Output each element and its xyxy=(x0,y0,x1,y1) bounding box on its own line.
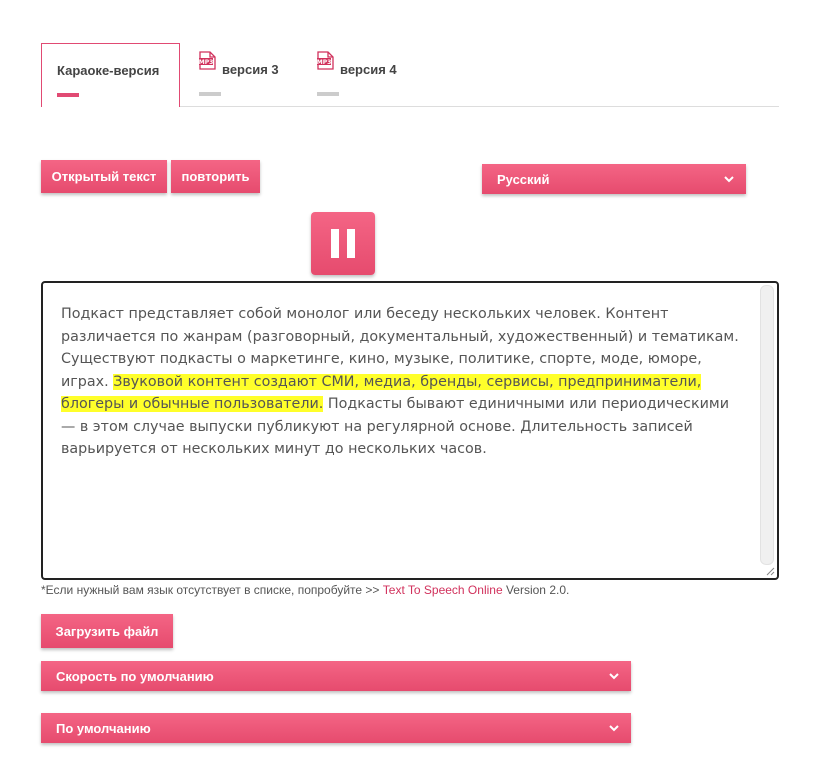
scrollbar[interactable] xyxy=(760,285,774,565)
chevron-down-icon xyxy=(607,669,621,683)
highlighted-sentence: Звуковой контент создают СМИ, медиа, бренды, сервисы, предприниматели, блогеры и обычные пользователи. xyxy=(61,373,702,412)
tab-indicator xyxy=(317,92,339,96)
mp3-file-icon xyxy=(199,51,216,70)
svg-text:MP3: MP3 xyxy=(199,59,214,66)
text-input-area[interactable] xyxy=(41,281,779,580)
pause-button[interactable] xyxy=(311,212,375,275)
repeat-button[interactable]: повторить xyxy=(171,160,260,193)
mp3-file-icon xyxy=(317,51,334,70)
text-content xyxy=(61,303,746,461)
chevron-down-icon xyxy=(607,721,621,735)
speed-select[interactable] xyxy=(41,661,631,691)
text-before-highlight: Подкаст представляет собой монолог или беседу нескольких человек. Контент различается по жанрам (разговорный, документальный, художественный) и тематикам. Существуют подкасты о маркетинге, кино, музыке, политике, спорте, моде, юморе, играх. xyxy=(61,306,739,390)
note-prefix: *Если нужный вам язык отсутствует в списке, попробуйте >> xyxy=(41,583,383,597)
tab-label: версия 3 xyxy=(222,62,279,77)
tab-indicator xyxy=(199,92,221,96)
note-suffix: Version 2.0. xyxy=(502,583,570,597)
tab-version-3[interactable] xyxy=(199,50,299,100)
pause-icon xyxy=(311,212,375,275)
tab-version-4[interactable] xyxy=(317,50,417,100)
open-text-button[interactable]: Открытый текст xyxy=(41,160,167,193)
voice-select[interactable] xyxy=(41,713,631,743)
voice-select-value: По умолчанию xyxy=(56,720,151,736)
tab-label: Караоке-версия xyxy=(57,63,160,78)
tab-label: версия 4 xyxy=(340,62,397,77)
language-select-value: Русский xyxy=(497,171,550,187)
language-note xyxy=(41,583,569,597)
svg-text:MP3: MP3 xyxy=(317,59,332,66)
upload-file-button[interactable]: Загрузить файл xyxy=(41,614,173,648)
language-select[interactable] xyxy=(482,164,746,194)
resize-handle-icon[interactable] xyxy=(763,564,775,576)
speed-select-value: Скорость по умолчанию xyxy=(56,668,214,684)
tab-active-indicator xyxy=(57,93,79,97)
chevron-down-icon xyxy=(722,172,736,186)
text-after-highlight: Подкасты бывают единичными или периодическими — в этом случае выпуски публикуют на регулярной основе. Длительность записей варьируется от нескольких минут до нескольких часов. xyxy=(61,396,729,457)
tts-online-link[interactable]: Text To Speech Online xyxy=(382,583,503,597)
tab-karaoke[interactable] xyxy=(41,43,180,107)
